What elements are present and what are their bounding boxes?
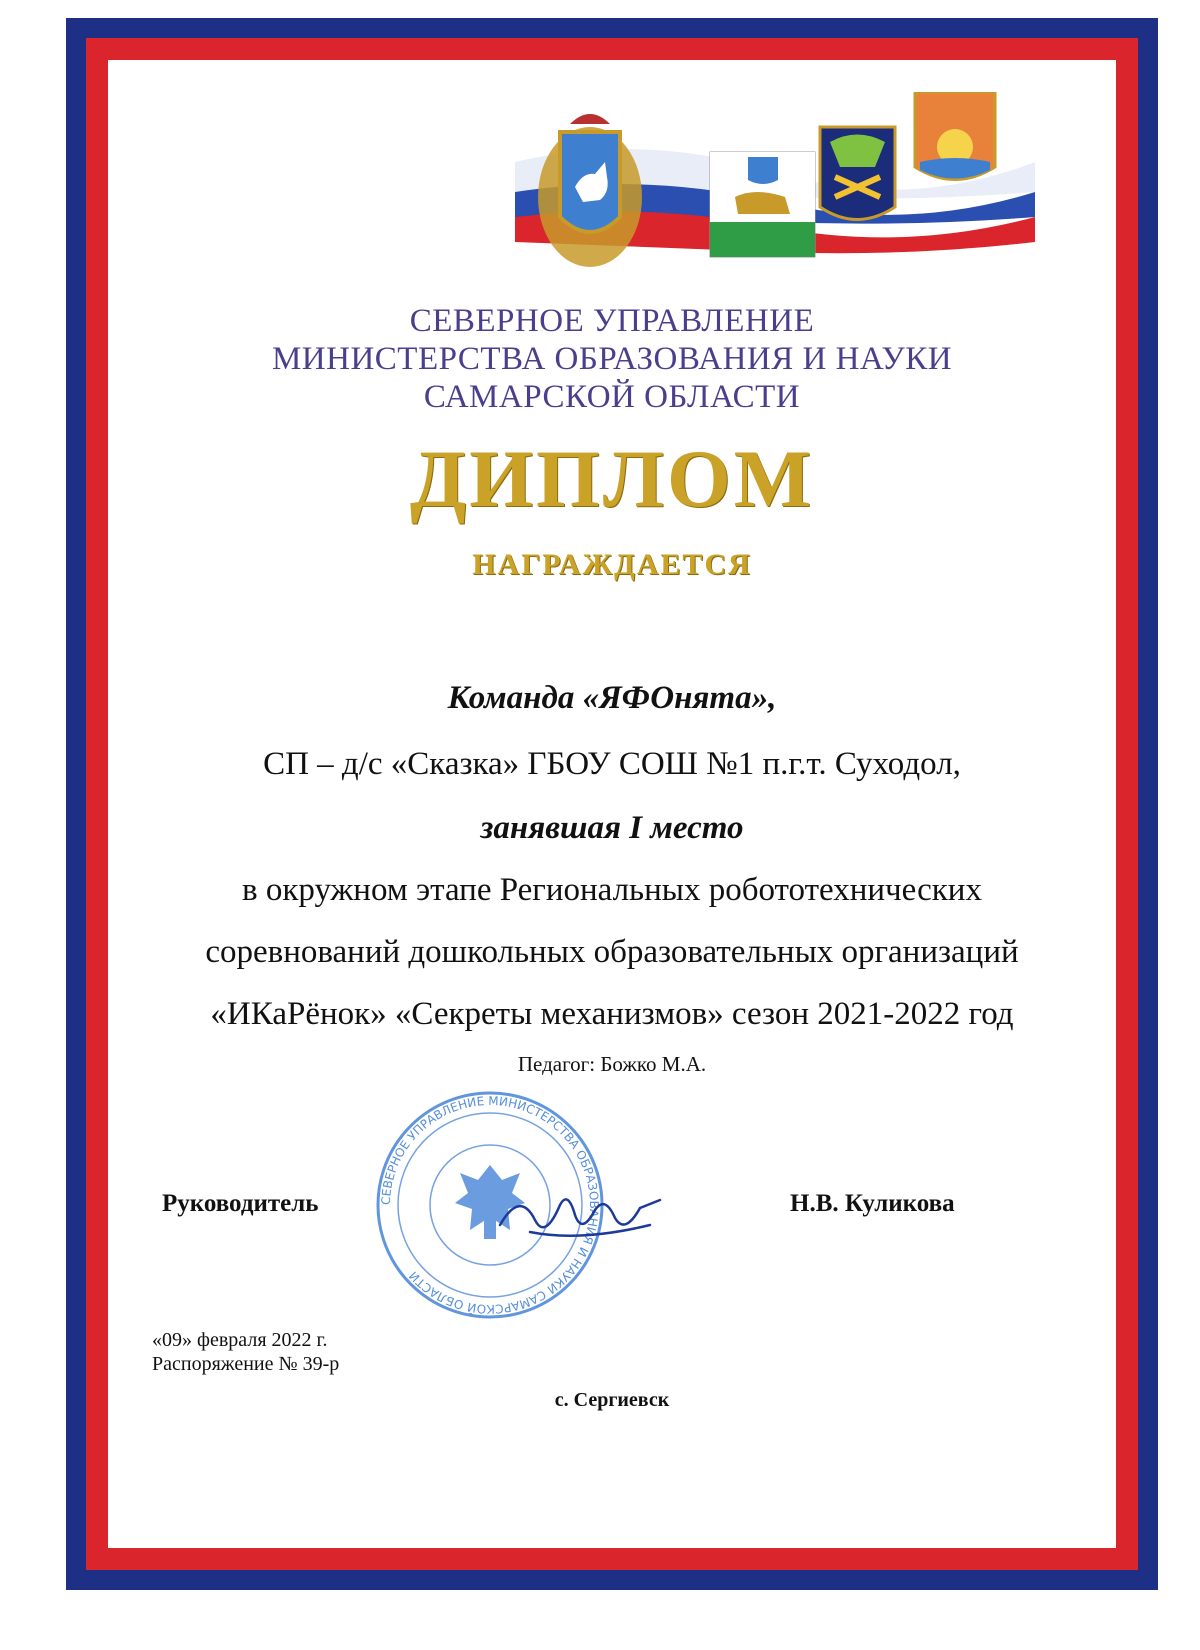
event-line-2: соревнований дошкольных образовательных организаций bbox=[205, 934, 1019, 970]
issue-date: «09» февраля 2022 г. bbox=[152, 1329, 328, 1351]
org-line-3: САМАРСКОЙ ОБЛАСТИ bbox=[423, 379, 801, 415]
stamp-text: СЕВЕРНОЕ УПРАВЛЕНИЕ МИНИСТЕРСТВА ОБРАЗОВАНИЯ И НАУКИ САМАРСКОЙ ОБЛАСТИ bbox=[378, 1093, 602, 1317]
event-line-3: «ИКаРёнок» «Секреты механизмов» сезон 2021-2022 год bbox=[210, 996, 1014, 1032]
signature-role: Руководитель bbox=[162, 1190, 319, 1217]
team-name: Команда «ЯФОнята», bbox=[447, 680, 777, 716]
place-text: занявшая I место bbox=[480, 810, 744, 846]
signature-name: Н.В. Куликова bbox=[790, 1190, 955, 1217]
org-line-1: СЕВЕРНОЕ УПРАВЛЕНИЕ bbox=[409, 303, 815, 339]
diploma-sheet bbox=[108, 60, 1116, 1548]
region-flag-icon bbox=[710, 152, 815, 257]
sergievsk-coat-of-arms-icon bbox=[915, 92, 995, 180]
org-line-2: МИНИСТЕРСТВА ОБРАЗОВАНИЯ И НАУКИ bbox=[271, 341, 953, 377]
issue-place: с. Сергиевск bbox=[554, 1389, 670, 1411]
emblems-banner bbox=[515, 92, 1035, 277]
samara-coat-of-arms-icon bbox=[538, 114, 642, 267]
teacher-text: Педагог: Божко М.А. bbox=[517, 1052, 707, 1076]
event-line-1: в окружном этапе Региональных робототехнических bbox=[242, 872, 982, 908]
district-coat-of-arms-icon bbox=[820, 127, 895, 220]
institution: СП – д/с «Сказка» ГБОУ СОШ №1 п.г.т. Суходол, bbox=[263, 746, 961, 782]
order-number: Распоряжение № 39-р bbox=[152, 1353, 340, 1375]
diploma-title: ДИПЛОМ bbox=[409, 433, 815, 524]
awarded-label: НАГРАЖДАЕТСЯ bbox=[472, 548, 752, 581]
signature-scribble bbox=[490, 1180, 670, 1250]
